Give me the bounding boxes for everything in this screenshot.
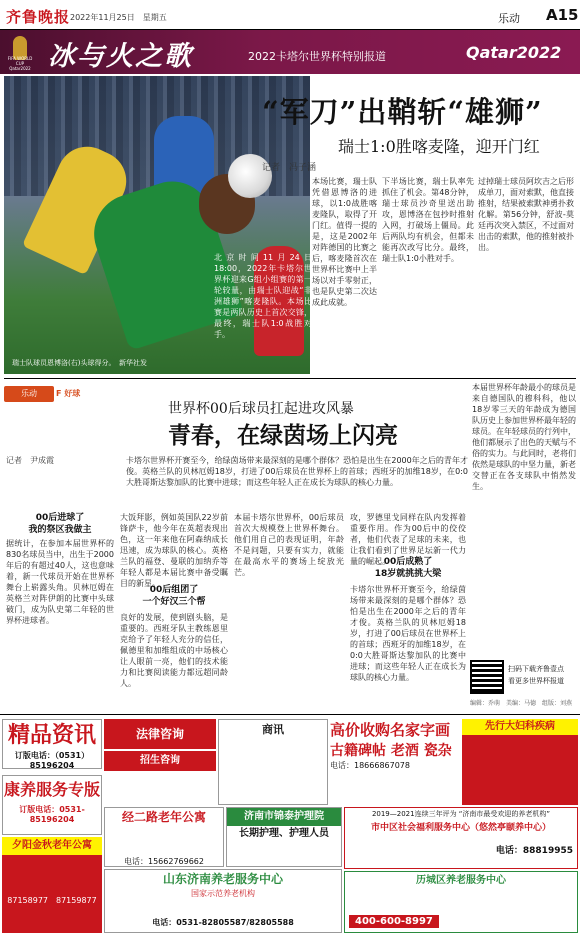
photo-side-text: 北京时间11月24日18:00，2022年卡塔尔世界杯迎来G组小组赛的第一轮较量，由瑞士队迎战“非洲雄狮”喀麦隆队。本场比赛是两队历史上首次交锋，最终，瑞士队1:0战胜对手。 [214, 253, 312, 339]
ad-jinger-phone: 电话：15662769662 [124, 857, 204, 866]
ad-jintai [226, 807, 342, 867]
ad-xiyang-phone: 87158977 87159877 [7, 896, 97, 905]
story1-column-c: 过掉瑞士球员阿坎吉之后形成单刀，面对索默，他直接推射，结果被索默神勇扑救化解。第56分钟，舒波-莫廷再次突入禁区，不过面对出击的索默，他的推射被扑出。 [478, 177, 574, 252]
ad-shizhong [344, 807, 578, 869]
ad-jinger-road [104, 807, 224, 867]
ad-kangyang [2, 775, 102, 835]
story2-subheading-3: 00后成熟了 18岁就挑挑大梁 [374, 557, 442, 579]
ad-legal [104, 719, 216, 749]
story2-byline: 记者 尹成霞 [6, 456, 54, 465]
story2-title: 青春，在绿茵场上闪亮 [168, 422, 398, 449]
story1-column-a: 本场比赛，瑞士队凭借恩博洛的进球，以1:0战胜喀麦隆队，取得了开门红。值得一提的是，这是2002年对阵德国的比赛之后，喀麦隆首次在世界杯比赛中上半场以对手零射正，也是队史第二次达成此成就。 [312, 177, 377, 307]
ad-admission [104, 751, 216, 771]
ad-kangyang-phone: 订版电话：0531-85196204 [19, 805, 85, 824]
ad-shandong-sub: 国家示范养老机构 [191, 889, 255, 898]
qr-code-icon[interactable] [470, 660, 504, 694]
banner-subtitle: 2022卡塔尔世界杯特别报道 [248, 50, 386, 63]
page-number: A15 [546, 6, 579, 24]
ad-shizhong-phone: 电话：88819955 [495, 846, 573, 856]
story2-column-4: 本届卡塔尔世界杯，00后球员首次大规模登上世界杯舞台。他们用自己的表现证明，年龄不是问题，只要有实力，就能在最高水平的赛场上绽放光芒。 [234, 513, 344, 577]
story2-column-5: 攻，罗德里戈同样在队内发挥着重要作用。作为00后中的佼佼者，他们代表了足球的未来，也让我们看到了世界足坛新一代力量的崛起。 [350, 513, 466, 566]
main-headline: “军刀”出鞘斩“雄狮” [262, 95, 543, 129]
ad-jingpin-phone: 订版电话：（0531）85196204 [14, 751, 90, 770]
world-cup-emblem-icon: FIFA WORLD CUP Qatar2022 [6, 33, 34, 71]
world-cup-banner [0, 30, 580, 74]
story2-column-6: 卡塔尔世界杯开赛至今，给绿茵场带来最深刻的是哪个群体？恐怕是出生在2000年之后的青年才俊。英格兰队的贝林厄姆18岁，打进了00后球员在世界杯上的首球；西班牙的加维18岁，在0:0大胜哥斯达黎加队的比赛中进球；而这些年轻人正在成长为球队的核心力量。 [350, 585, 466, 682]
ad-gynecology-title: 先行大妇科疾病 [462, 719, 578, 735]
ad-licheng-title: 历城区养老服务中心 [416, 875, 506, 886]
main-byline: 记者 冯子涵 [262, 163, 317, 173]
ad-shandong-title: 山东济南养老服务中心 [162, 872, 283, 886]
story2-lede: 卡塔尔世界杯开赛至今，给绿茵场带来最深刻的是哪个群体？恐怕是出生在2000年之后的青年才俊。英格兰队的贝林厄姆18岁，打进了00后球员在世界杯上的首球；西班牙的加维18岁，在0:0大胜哥斯达黎加队的比赛中进球；而这些年轻人正在成长为球队的核心力量。 [126, 456, 468, 487]
ad-shandong-phone: 电话：0531-82805587/82805588 [152, 918, 294, 927]
story2-tag: F 好球 [56, 389, 81, 398]
qatar-logo: Qatar2022 [466, 43, 562, 62]
ad-jinger-title: 经二路老年公寓 [121, 810, 206, 824]
ad-calligraphy [330, 719, 460, 775]
story2-subtitle: 世界杯00后球员扛起进攻风暴 [168, 401, 354, 417]
story2-subheading-1: 00后进球了 我的祭区我做主 [28, 513, 92, 535]
main-subhead: 瑞士1:0胜喀麦隆，迎开门红 [338, 137, 540, 156]
story2-column-2: 大饭拜影，例如英国队22岁前锋萨卡，他今年在英超表现出色，这一年来他在阿森纳成长迅速，成为球队的核心。英格兰队的福登、曼联的加纳乔等年轻人都是本届比赛中备受瞩目的新星。 [120, 513, 228, 588]
story2-column-1: 据统计，在参加本届世界杯的830名球员当中，出生于2000年后的有超过40人，这也意味着，新一代球员开始在世界杯舞台上崭露头角。贝林厄姆在英格兰对阵伊朗的比赛中头球破门，成为队史第二年轻的世界杯进球者。 [6, 539, 114, 625]
ad-shandong-yanglao [104, 869, 342, 933]
ad-gynecology [462, 719, 578, 805]
ad-admission-title: 招生咨询 [140, 755, 180, 766]
ad-kangyang-title: 康养服务专版 [3, 780, 100, 799]
section-divider [4, 378, 576, 379]
ad-calligraphy-phone: 电话：18666867078 [330, 761, 410, 770]
editor-credits: 编辑：乔萌 美编：马德 组版：刘燕 [470, 700, 573, 707]
story1-column-b: 下半场比赛，瑞士队率先抓住了机会。第48分钟，瑞士球员沙奇里送出助攻，恩博洛在包抄时推射入网，打破场上僵局。此后两队均有机会，但都未能再次改写比分。最终，瑞士队1:0小胜对手。 [382, 177, 474, 263]
ad-jingpin [2, 719, 102, 769]
masthead [0, 0, 580, 30]
story2-right-column: 本届世界杯年龄最小的球员是来自德国队的穆科科，他以18岁零三天的年龄成为德国队历史上参加世界杯最年轻的球员。在年轻球员的行列中，他们都展示了出色的天赋与不俗的实力。与此同时，老将们依然是球队的中坚力量，新老交替正在各支球队中悄然发生。 [472, 383, 576, 491]
ad-jintai-sub: 长期护理、护理人员 [239, 828, 329, 839]
ad-shizhong-year: 2019—2021连续三年评为 “济南市最受欢迎的养老机构” [371, 810, 551, 818]
ad-xiyang-title: 夕阳金秋老年公寓 [2, 837, 102, 855]
newspaper-logo: 齐鲁晚报 [6, 8, 71, 26]
section-name: 乐动 [498, 12, 520, 25]
qr-caption-1: 扫码下载齐鲁壹点 [508, 665, 564, 673]
ad-licheng [344, 871, 578, 933]
banner-title: 冰与火之歌 [48, 41, 193, 72]
ad-shizhong-title: 市中区社会福利服务中心（悠然亭颐养中心） [370, 823, 551, 833]
story2-column-3: 良好的发展，使到剧头脑，是重要的。西班牙队主教练恩里克给予了年轻人充分的信任，佩德里和加维组成的中场核心让人眼前一亮，他们的技术能力和比赛阅读能力都远超同龄人。 [120, 613, 228, 688]
ad-legal-title: 法律咨询 [135, 727, 184, 741]
ad-shangxun [218, 719, 328, 805]
ad-jingpin-title: 精品资讯 [7, 722, 96, 748]
issue-date: 2022年11月25日 星期五 [70, 13, 167, 22]
ad-calligraphy-title: 高价收购名家字画 [330, 721, 451, 739]
qr-caption-2: 看更多世界杯报道 [508, 677, 564, 685]
ad-licheng-phone: 400-600-8997 [349, 915, 439, 928]
ad-calligraphy-sub: 古籍碑帖 老酒 瓷杂 [330, 743, 452, 759]
story2-subheading-2: 00后组团了 一个好汉三个帮 [142, 585, 206, 607]
photo-caption: 瑞士队球员恩博洛(右)头球得分。 新华社发 [12, 359, 147, 367]
ad-shangxun-title: 商讯 [262, 723, 284, 736]
classified-ads [0, 714, 580, 933]
story2-kicker: 乐动 [4, 386, 54, 402]
ad-jintai-title: 济南市锦泰护理院 [227, 808, 341, 826]
ad-xiyang [2, 837, 102, 933]
